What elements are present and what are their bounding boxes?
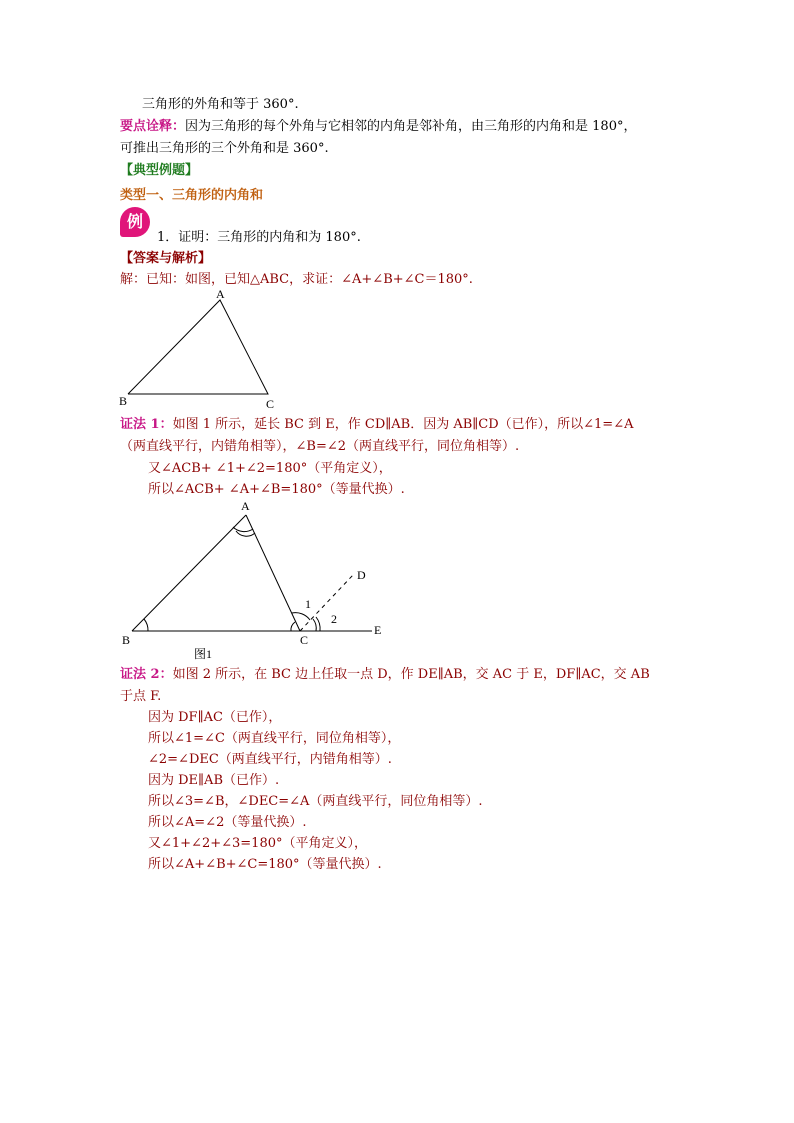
- tip-line-2: [120, 140, 329, 158]
- method1-line4: 所以∠ACB+ ∠A+∠B=180°（等量代换）.: [148, 482, 405, 497]
- angle-2-arc-1: [313, 619, 316, 631]
- solution-intro: 解：已知：如图，已知△ABC，求证：∠A+∠B+∠C＝180°.: [120, 272, 473, 287]
- figure1-label-a: A: [241, 499, 250, 513]
- figure0-label-c: C: [266, 397, 275, 411]
- triangle-abc-shape: [128, 300, 268, 394]
- method2-step: 因为 DF∥AC（已作），: [148, 710, 282, 725]
- figure1-caption: 图1: [194, 647, 213, 661]
- method2-step: 所以∠1=∠C（两直线平行，同位角相等），: [148, 731, 401, 746]
- figure1-label-b: B: [122, 633, 131, 647]
- intro-line: [142, 96, 299, 114]
- figure1: [110, 495, 400, 665]
- angle-a-arc-1: [233, 527, 253, 532]
- method2-step: 所以∠A+∠B+∠C=180°（等量代换）.: [148, 857, 382, 872]
- method2-step: 所以∠A=∠2（等量代换）.: [148, 815, 307, 830]
- method2-label: 证法 2：: [120, 667, 173, 682]
- figure1-label-e: E: [374, 623, 382, 637]
- line-ba: [132, 515, 246, 631]
- method2-step: 所以∠3=∠B，∠DEC=∠A（两直线平行，同位角相等）.: [148, 794, 483, 809]
- tip-text-2: 可推出三角形的三个外角和是 360°.: [120, 141, 329, 156]
- line-ac: [246, 515, 300, 631]
- method2-step: 又∠1+∠2+∠3=180°（平角定义），: [148, 836, 367, 851]
- method2-step: ∠2=∠DEC（两直线平行，内错角相等）.: [148, 752, 392, 767]
- angle-b-arc: [144, 619, 148, 631]
- tip-line: [120, 118, 636, 136]
- angle-c-arc: [291, 622, 295, 631]
- figure0-label-b: B: [119, 394, 128, 408]
- method1-line3: 又∠ACB+ ∠1+∠2=180°（平角定义），: [148, 461, 392, 476]
- figure1-label-1: 1: [305, 597, 311, 611]
- section-title: 【典型例题】: [120, 163, 199, 178]
- method1-line2: （两直线平行，内错角相等），∠B=∠2（两直线平行，同位角相等）.: [120, 439, 520, 454]
- intro-text: 三角形的外角和等于 360°.: [142, 97, 299, 112]
- method1-label: 证法 1：: [120, 417, 173, 432]
- figure1-label-2: 2: [331, 612, 337, 626]
- type-heading: 类型一、三角形的内角和: [120, 188, 264, 203]
- answer-title: 【答案与解析】: [120, 251, 212, 266]
- triangle-abc-figure: [110, 288, 290, 413]
- figure1-label-c: C: [300, 633, 309, 647]
- method2-step: 因为 DE∥AB（已作）.: [148, 773, 280, 788]
- method2-line1: [120, 666, 650, 684]
- tip-text: 因为三角形的每个外角与它相邻的内角是邻补角，由三角形的内角和是 180°，: [185, 119, 637, 134]
- example-statement: 1．证明：三角形的内角和为 180°.: [157, 230, 361, 245]
- method1-line1: [120, 416, 633, 434]
- method2-text1: 如图 2 所示，在 BC 边上任取一点 D，作 DE∥AB，交 AC 于 E，DF∥AC，交 AB: [172, 667, 650, 682]
- tip-label: 要点诠释：: [120, 119, 186, 134]
- method1-text1: 如图 1 所示，延长 BC 到 E，作 CD∥AB．因为 AB∥CD（已作），所以∠1=∠A: [172, 417, 634, 432]
- example-badge: 例: [120, 207, 150, 237]
- figure0-label-a: A: [216, 288, 225, 301]
- method2-line2: 于点 F.: [120, 689, 162, 704]
- figure1-label-d: D: [357, 568, 366, 582]
